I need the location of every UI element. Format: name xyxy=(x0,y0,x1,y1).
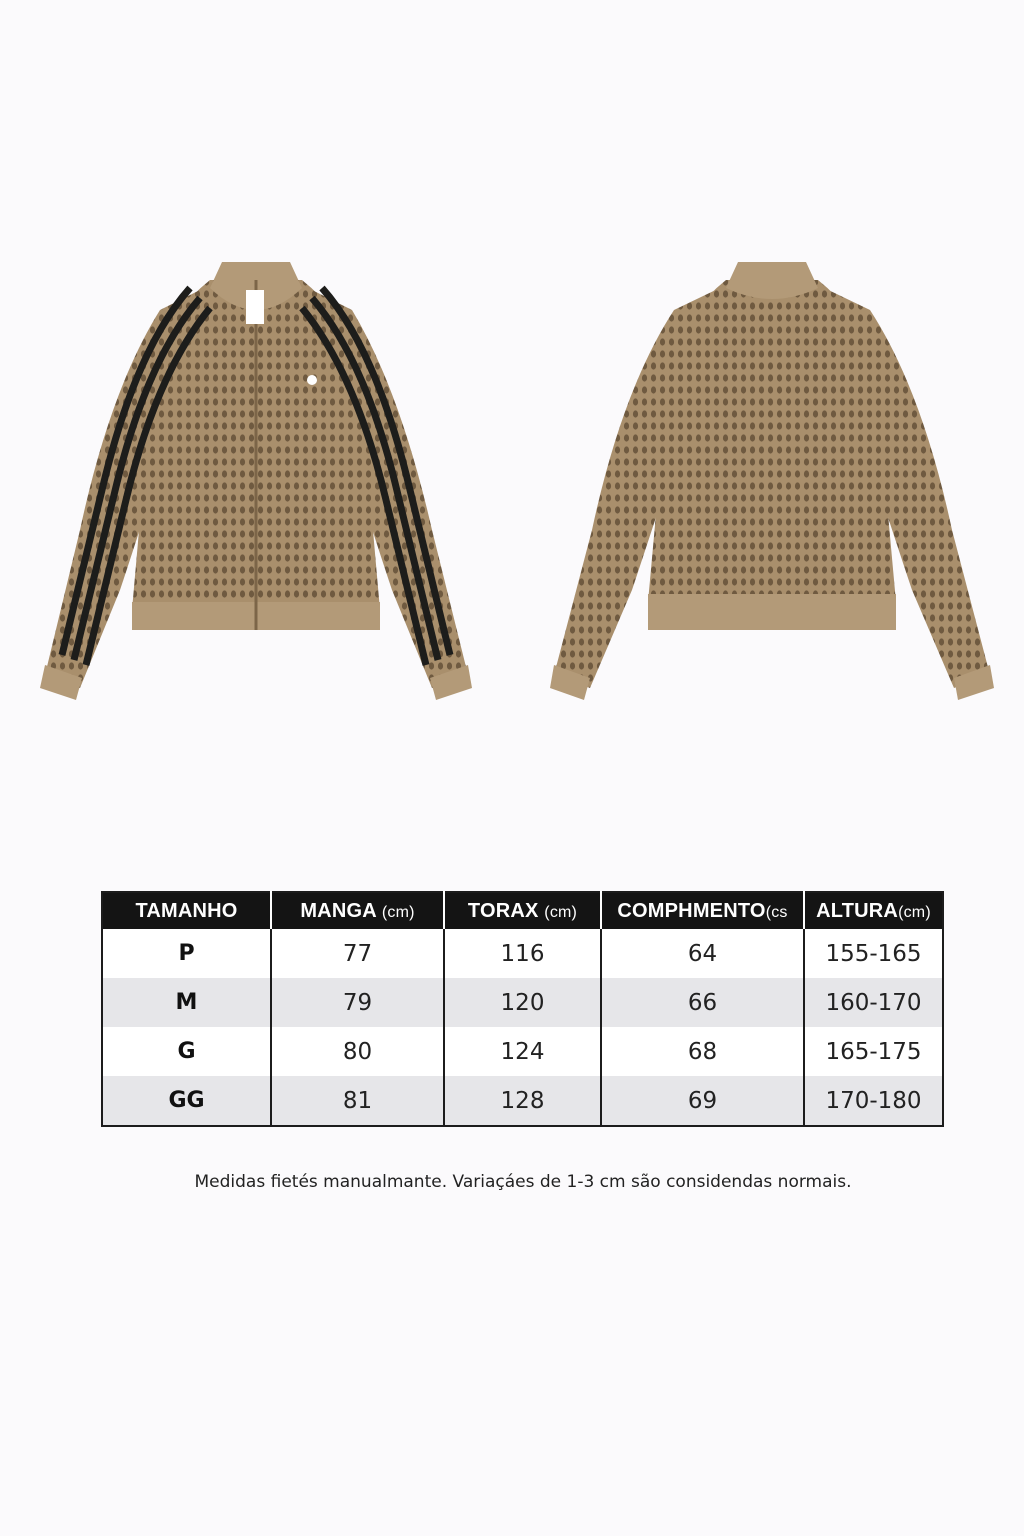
comprimento-cell: 69 xyxy=(601,1076,804,1126)
torax-cell: 116 xyxy=(444,929,601,978)
header-tamanho: TAMANHO xyxy=(102,892,271,929)
jacket-back-image xyxy=(550,240,994,700)
size-cell: G xyxy=(102,1027,271,1076)
table-row xyxy=(102,1027,943,1076)
table-header-row xyxy=(102,892,943,929)
size-table xyxy=(101,891,944,1127)
table-row xyxy=(102,929,943,978)
measurement-note: Medidas fietés manualmante. Variaçáes de 1-3 cm são considendas normais. xyxy=(194,1172,852,1192)
comprimento-cell: 68 xyxy=(601,1027,804,1076)
size-cell: GG xyxy=(102,1076,271,1126)
torax-cell: 124 xyxy=(444,1027,601,1076)
header-comprimento: COMPHMENTO(cs xyxy=(601,892,804,929)
product-images xyxy=(0,240,1024,710)
manga-cell: 79 xyxy=(271,978,444,1027)
altura-cell: 155-165 xyxy=(804,929,943,978)
header-manga: MANGA (cm) xyxy=(271,892,444,929)
manga-cell: 80 xyxy=(271,1027,444,1076)
header-altura: ALTURA(cm) xyxy=(804,892,943,929)
altura-cell: 165-175 xyxy=(804,1027,943,1076)
torax-cell: 128 xyxy=(444,1076,601,1126)
table-row xyxy=(102,1076,943,1126)
altura-cell: 160-170 xyxy=(804,978,943,1027)
jacket-front-image xyxy=(40,240,472,700)
manga-cell: 77 xyxy=(271,929,444,978)
size-cell: M xyxy=(102,978,271,1027)
size-cell: P xyxy=(102,929,271,978)
header-torax: TORAX (cm) xyxy=(444,892,601,929)
torax-cell: 120 xyxy=(444,978,601,1027)
altura-cell: 170-180 xyxy=(804,1076,943,1126)
table-row xyxy=(102,978,943,1027)
comprimento-cell: 66 xyxy=(601,978,804,1027)
comprimento-cell: 64 xyxy=(601,929,804,978)
manga-cell: 81 xyxy=(271,1076,444,1126)
